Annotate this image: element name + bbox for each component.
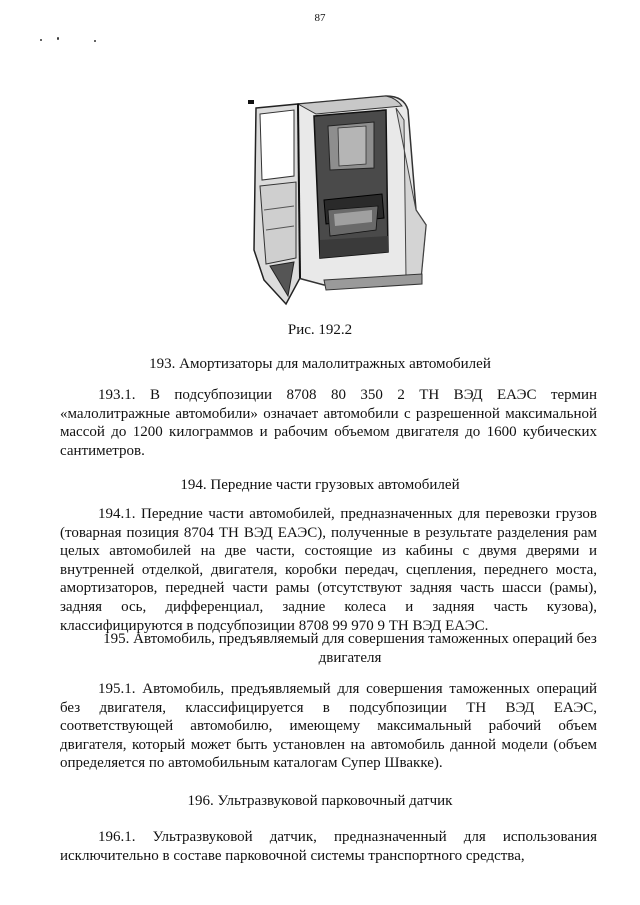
scan-speck	[94, 40, 96, 42]
scan-speck	[40, 39, 42, 41]
truck-cabin-image	[236, 90, 436, 315]
section-heading-196: 196. Ультразвуковой парковочный датчик	[187, 793, 453, 809]
section-paragraph-196: 196.1. Ультразвуковой датчик, предназначенный для использования исключительно в составе парковочной системы транспортного средства,	[60, 829, 597, 864]
section-paragraph-194: 194.1. Передние части автомобилей, предназначенных для перевозки грузов (товарная позиция 8704 ТН ВЭД ЕАЭС), полученные в результате разделения рам целых автомобилей на две части, состоящие из кабины с двумя дверями и внутренней отделкой, двигателя, коробки передач, сцепления, переднего моста, амортизаторов, передней части рамы (отсутствуют задняя часть шасси (рамы), задняя ось, дифференциал, задние колеса и задняя часть кузова), классифицируются в подсубпозиции 8708 99 970 9 ТН ВЭД ЕАЭС.	[60, 506, 597, 634]
figure-caption: Рис. 192.2	[287, 322, 353, 338]
section-heading-194: 194. Передние части грузовых автомобилей	[180, 477, 460, 493]
truck-cabin-figure	[236, 90, 436, 315]
page-number: 87	[314, 12, 326, 24]
section-heading-193: 193. Амортизаторы для малолитражных автомобилей	[149, 356, 491, 372]
section-paragraph-195: 195.1. Автомобиль, предъявляемый для совершения таможенных операций без двигателя, классифицируется в подсубпозиции ТН ВЭД ЕАЭС, соответствующей автомобилю, имеющему максимальный рабочий объем двигателя, который может быть установлен на автомобиль данной модели (объем определяется по автомобильным каталогам Супер Швакке).	[60, 681, 597, 772]
scan-speck	[57, 37, 59, 40]
section-heading-195: 195. Автомобиль, предъявляемый для совершения таможенных операций без двигателя	[103, 631, 597, 666]
section-paragraph-193: 193.1. В подсубпозиции 8708 80 350 2 ТН ВЭД ЕАЭС термин «малолитражные автомобили» означает автомобили с разрешенной максимальной массой до 1200 килограммов и рабочим объемом двигателя до 1600 кубических сантиметров.	[60, 387, 597, 459]
